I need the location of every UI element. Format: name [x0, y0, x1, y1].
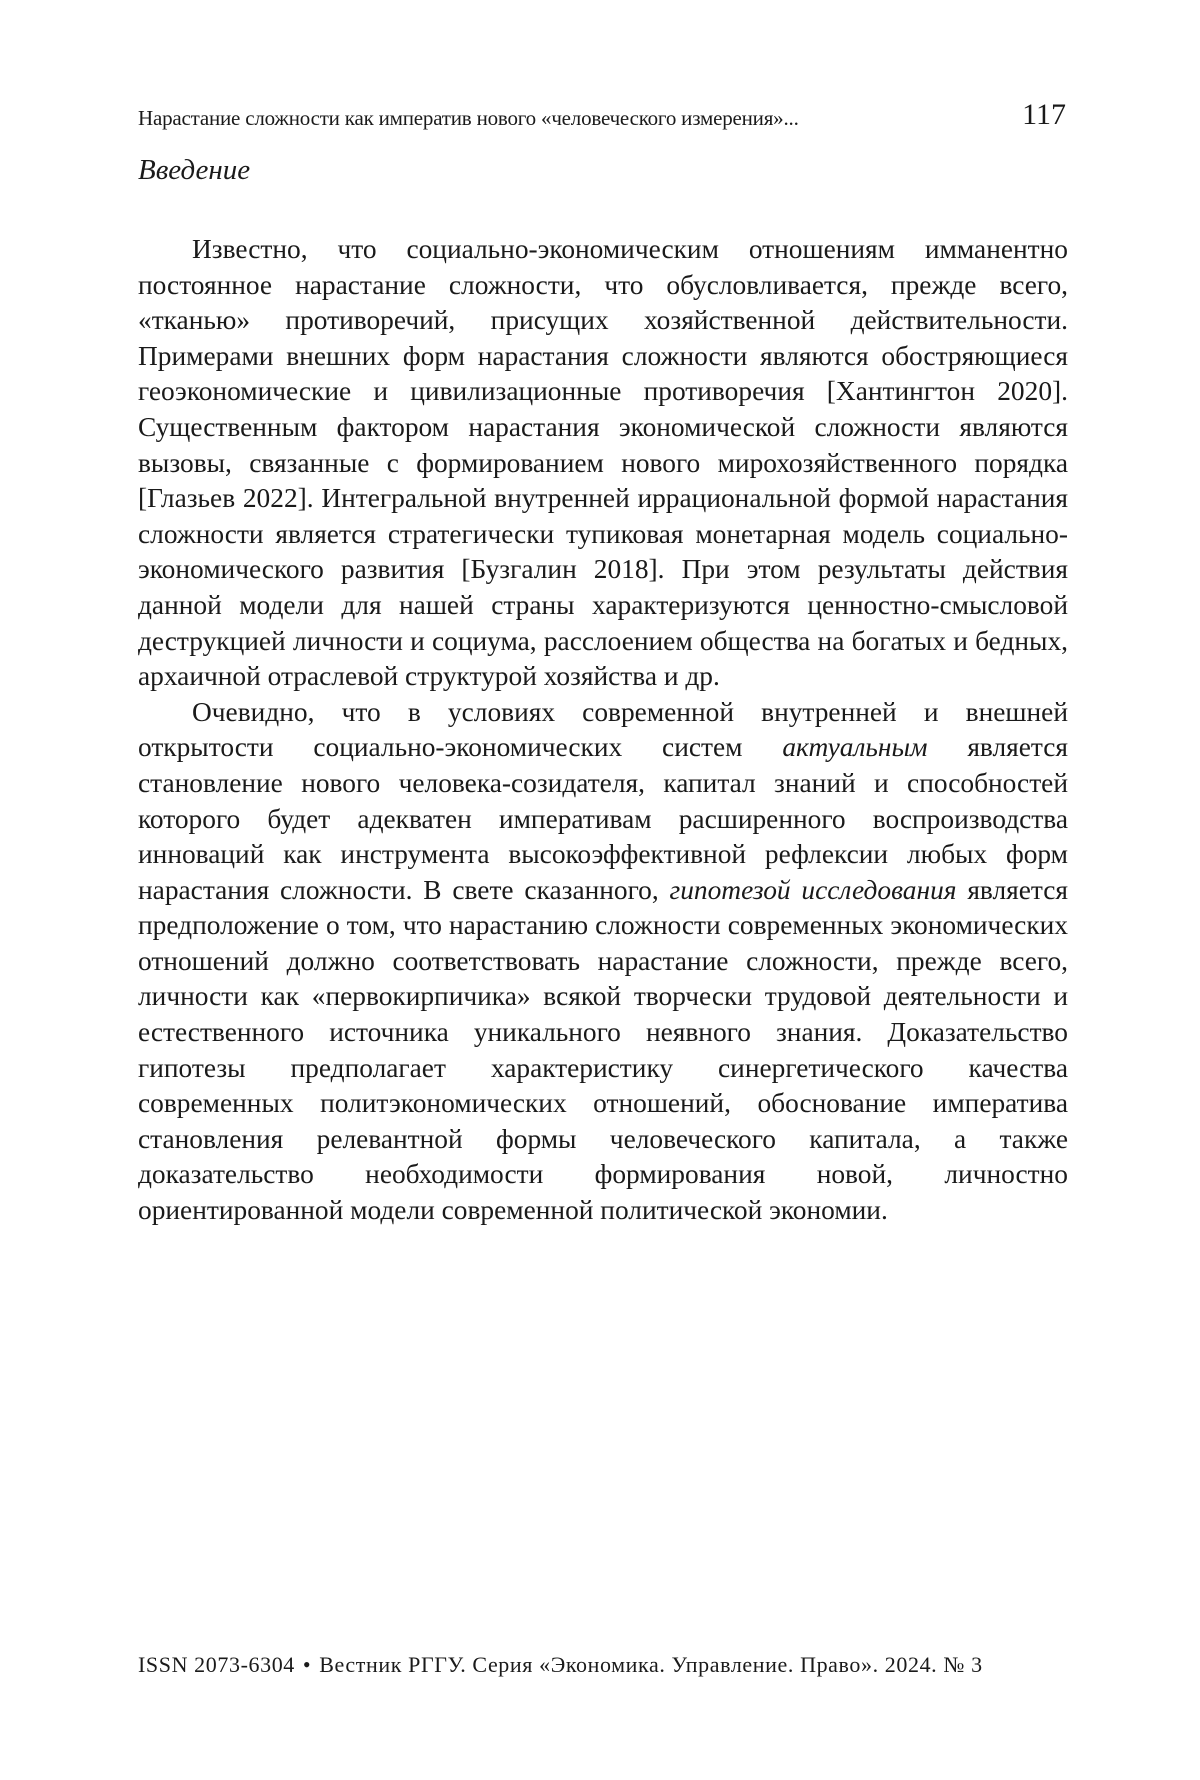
journal-page [0, 0, 1200, 1780]
journal-footer [138, 1652, 983, 1678]
emphasis-hypothesis: гипотезой исследования [670, 875, 957, 905]
paragraph-2-text-c: является предположение о том, что нарастанию сложности современных экономических отношений должно соответствовать нарастание сложности, прежде всего, личности как «первокирпичика» всякой творчески трудовой деятельности и естественного источника уникального неявного знания. Доказательство гипотезы предполагает характеристику синергетического качества современных политэкономических отношений, обоснование императива становления релевантной формы человеческого капитала, а также доказательство необходимости формирования новой, личностно ориентированной модели современной политической экономии. [138, 875, 1068, 1225]
journal-citation: Вестник РГГУ. Серия «Экономика. Управление. Право». 2024. № 3 [319, 1652, 982, 1677]
paragraph-2 [138, 695, 1068, 1229]
page-number: 117 [1022, 98, 1066, 132]
running-title: Нарастание сложности как императив нового «человеческого измерения»... [138, 106, 799, 131]
section-title: Введение [138, 154, 250, 187]
paragraph-2-text-b: является становление нового человека-созидателя, капитал знаний и способностей которого будет адекватен императивам расширенного воспроизводства инноваций как инструмента высокоэффективной рефлексии любых форм нарастания сложности. В свете сказанного, [138, 732, 1068, 904]
article-body [138, 232, 1068, 1229]
paragraph-2-text-a: Очевидно, что в условиях современной внутренней и внешней открытости социально-экономических систем [138, 697, 1068, 763]
footer-bullet: • [303, 1652, 311, 1678]
paragraph-1: Известно, что социально-экономическим отношениям имманентно постоянное нарастание сложности, что обусловливается, прежде всего, «тканью» противоречий, присущих хозяйственной действительности. Примерами внешних форм нарастания сложности являются обостряющиеся геоэкономические и цивилизационные противоречия [Хантингтон 2020]. Существенным фактором нарастания экономической сложности являются вызовы, связанные с формированием нового мирохозяйственного порядка [Глазьев 2022]. Интегральной внутренней иррациональной формой нарастания сложности является стратегически тупиковая монетарная модель социально-экономического развития [Бузгалин 2018]. При этом результаты действия данной модели для нашей страны характеризуются ценностно-смысловой деструкцией личности и социума, расслоением общества на богатых и бедных, архаичной отраслевой структурой хозяйства и др. [138, 232, 1068, 695]
issn: ISSN 2073-6304 [138, 1652, 295, 1677]
emphasis-actual: актуальным [782, 732, 927, 762]
running-head [138, 98, 1066, 138]
